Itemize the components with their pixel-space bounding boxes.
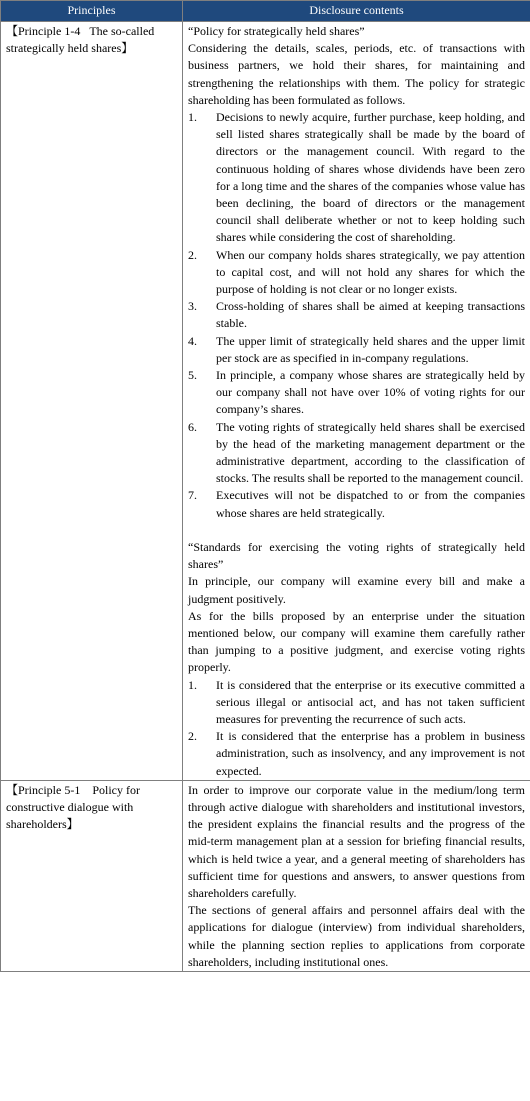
item-text: When our company holds shares strategically, we pay attention to capital cost, and will not hold any shares for which the purpose of holding is not clear or no longer exists. (216, 247, 525, 297)
voting-paragraph-2: As for the bills proposed by an enterprise under the situation mentioned below, our company will examine them carefully rather than jumping to a positive judgment, and exercise voting rights properly. (188, 608, 525, 675)
principles-header: Principles (1, 1, 183, 22)
item-number: 7. (188, 488, 197, 503)
principle-cell (1, 780, 183, 971)
item-number: 5. (188, 368, 197, 383)
voting-paragraph-1: In principle, our company will examine every bill and make a judgment positively. (188, 574, 525, 606)
dialogue-paragraph-1: In order to improve our corporate value in the medium/long term through active dialogue with shareholders and institutional investors, the president explains the financial results and the progress of the mid-term management plan at a session for briefing financial results, which is held twice a year, and a general meeting of shareholders has sufficient time for questions and answers, to answer questions from shareholders carefully. (188, 782, 525, 900)
list-item (188, 367, 525, 419)
principle-label: 【Principle 1-4 The so-called strategically held shares】 (6, 24, 155, 56)
item-number: 3. (188, 299, 197, 314)
item-text: It is considered that the enterprise or its executive committed a serious illegal or antisocial act, and has not taken sufficient measures for preventing the recurrence of such acts. (216, 677, 525, 726)
policy-title: “Policy for strategically held shares” (188, 24, 365, 38)
list-item (188, 677, 525, 729)
dialogue-paragraph-2: The sections of general affairs and personnel affairs deal with the applications for dialogue (interview) from individual shareholders, while the planning section replies to applications from corporate shareholders, including institutional ones. (188, 903, 525, 969)
item-number: 2. (188, 247, 197, 262)
list-item (188, 487, 525, 521)
item-number: 4. (188, 333, 197, 348)
policy-intro: Considering the details, scales, periods, etc. of transactions with business partners, we hold their shares, for maintaining and strengthening the relationships with them. The policy for strategic shareholding has been formulated as follows. (188, 41, 525, 107)
disclosure-cell (183, 22, 530, 781)
list-item (188, 298, 525, 332)
item-number: 1. (188, 677, 197, 692)
item-text: Cross-holding of shares shall be aimed at keeping transactions stable. (216, 299, 525, 331)
item-text: It is considered that the enterprise has a problem in business administration, such as insolvency, and any improvement is not expected. (216, 729, 525, 778)
principle-label: 【Principle 5-1 Policy for constructive dialogue with shareholders】 (6, 782, 140, 832)
list-item (188, 333, 525, 367)
item-number: 1. (188, 110, 197, 125)
voting-title: “Standards for exercising the voting rights of strategically held shares” (188, 539, 525, 572)
header-row (1, 1, 530, 22)
table-row (1, 780, 530, 971)
spacer (188, 522, 525, 539)
disclosure-header: Disclosure contents (183, 1, 530, 22)
table-row (1, 22, 530, 781)
item-text: Decisions to newly acquire, further purchase, keep holding, and sell listed shares strategically shall be made by the board of directors or the management council. With regard to the continuous holding of shares whose dividends have been zero for a long time and the shares of the companies whose value has been declining, the board of directors or the management council shall deliberate whether or not to keep holding such shares while considering the cost of shareholding. (216, 110, 525, 245)
item-number: 2. (188, 729, 197, 744)
item-text: The voting rights of strategically held shares shall be exercised by the head of the marketing management department or the administrative department, according to the classification of stocks. The results shall be reported to the management council. (216, 419, 525, 486)
list-item (188, 728, 525, 780)
disclosure-cell (183, 780, 530, 971)
list-item (188, 247, 525, 299)
item-text: The upper limit of strategically held shares and the upper limit per stock are as specified in in-company regulations. (216, 333, 525, 365)
list-item (188, 109, 525, 247)
item-text: Executives will not be dispatched to or from the companies whose shares are held strategically. (216, 488, 525, 520)
list-item (188, 419, 525, 488)
item-text: In principle, a company whose shares are strategically held by our company shall not have over 10% of voting rights for our company’s shares. (216, 368, 525, 417)
item-number: 6. (188, 419, 197, 434)
policy-list (188, 109, 525, 522)
voting-list (188, 677, 525, 780)
principle-cell (1, 22, 183, 781)
